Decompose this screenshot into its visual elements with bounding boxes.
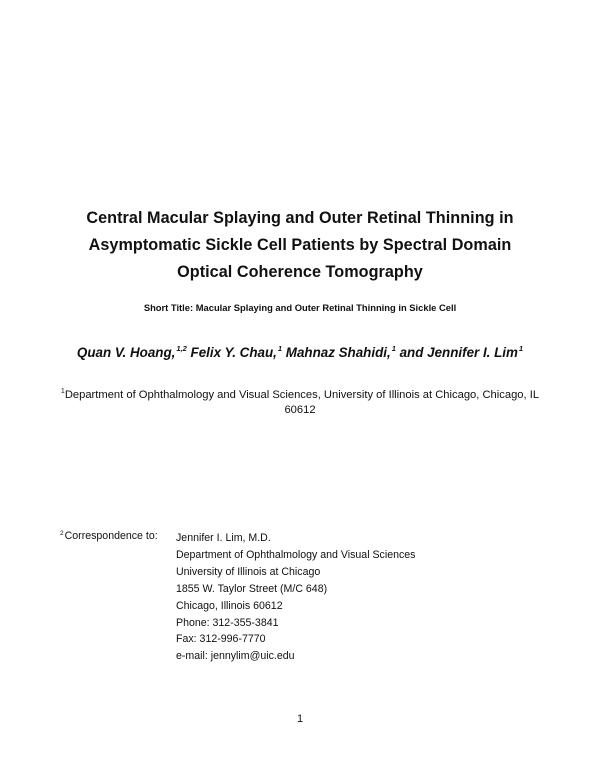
author-list [40, 345, 560, 360]
title-line-2: Asymptomatic Sickle Cell Patients by Spectral Domain [88, 236, 512, 254]
author-name: and Jennifer I. Lim [399, 345, 518, 360]
author-affiliation-marker: 1 [518, 344, 524, 353]
author-name: Felix Y. Chau, [190, 345, 277, 360]
title-line-3: Optical Coherence Tomography [177, 263, 423, 281]
short-title: Short Title: Macular Splaying and Outer Retinal Thinning in Sickle Cell [143, 302, 457, 313]
correspondence-email: e-mail: jennylim@uic.edu [176, 650, 295, 663]
author-affiliation-marker: 1 [277, 344, 283, 353]
correspondence-marker: 2 [60, 530, 64, 537]
page-number: 1 [296, 713, 304, 725]
affiliation [50, 388, 550, 418]
correspondence-name: Jennifer I. Lim, M.D. [176, 532, 271, 544]
correspondence-fax: Fax: 312-996-7770 [176, 633, 266, 646]
correspondence-city: Chicago, Illinois 60612 [176, 599, 283, 612]
affiliation-marker: 1 [60, 388, 65, 395]
correspondence-label [60, 530, 158, 542]
correspondence-phone: Phone: 312-355-3841 [176, 616, 279, 629]
author-name: Quan V. Hoang, [76, 345, 176, 360]
correspondence-label-text: Correspondence to: [64, 530, 158, 542]
author-name: Mahnaz Shahidi, [285, 345, 391, 360]
paper-title [40, 205, 560, 286]
correspondence-department: Department of Ophthalmology and Visual Sciences [176, 548, 416, 561]
correspondence-street: 1855 W. Taylor Street (M/C 648) [176, 582, 328, 595]
author-affiliation-marker: 1 [391, 344, 396, 353]
title-line-1: Central Macular Splaying and Outer Retinal Thinning in [86, 209, 514, 227]
correspondence-address [176, 530, 536, 665]
affiliation-text: Department of Ophthalmology and Visual Sciences, University of Illinois at Chicago, Chicago, IL 60612 [64, 389, 540, 416]
author-affiliation-marker: 1,2 [176, 344, 187, 353]
correspondence-university: University of Illinois at Chicago [176, 565, 321, 578]
